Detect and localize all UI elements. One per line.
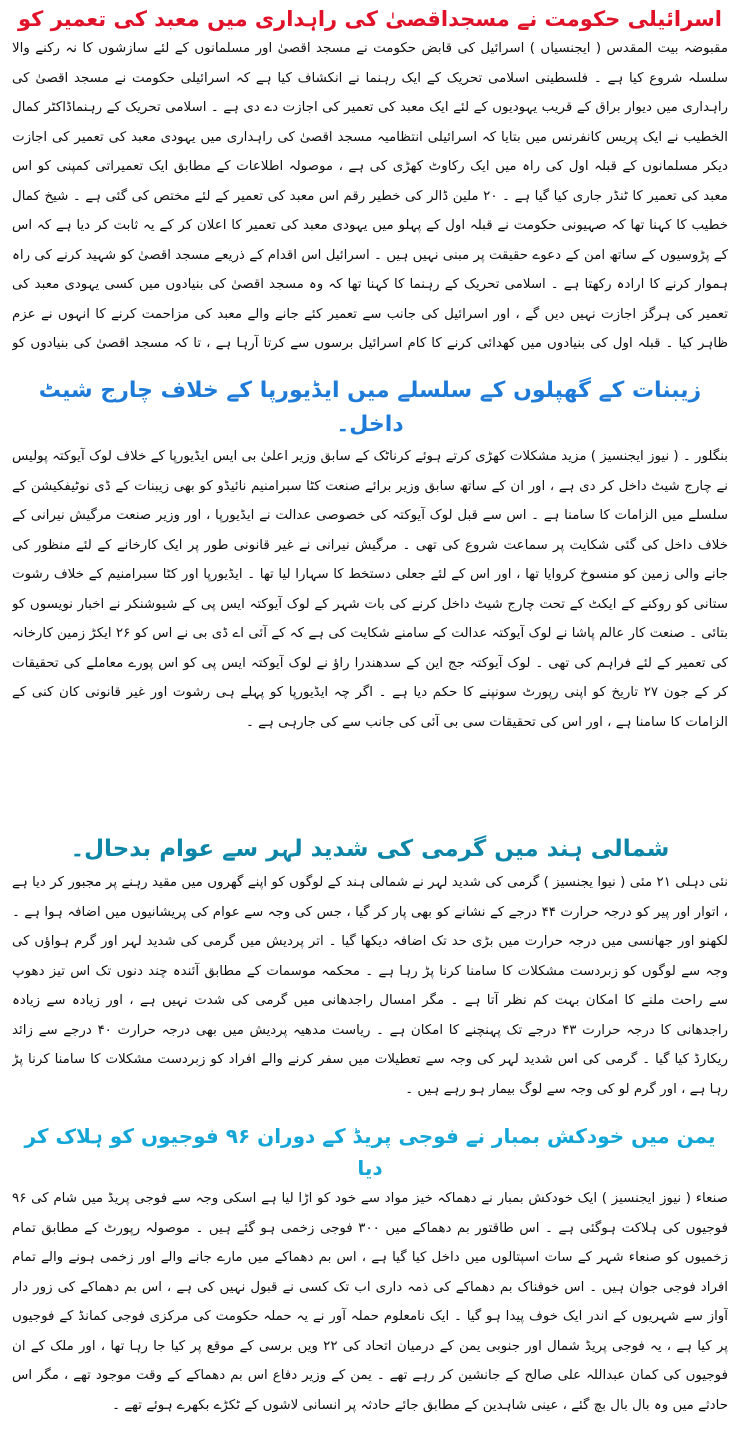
spacer	[12, 366, 728, 374]
spacer	[12, 1110, 728, 1120]
body-heatwave: نئی دہلی ۲۱ مئی ( نیوا یجنسیز ) گرمی کی شدید لہر نے شمالی ہند کے لوگوں کو اپنے گھروں میں مقید رہنے پر مجبور کر دیا ہے ، اتوار اور پیر کو درجہ حرارت ۴۴ درجے کے نشانے کو بھی پار کر گیا ، جس کی وجہ سے عوام کی پریشانیوں میں اضافہ ہوا ہے ۔ لکھنو اور جھانسی میں درجہ حرارت میں بڑی حد تک اضافہ دیکھا گیا ۔ اتر پردیش میں گرمی کی شدید لہر اور گرم ہواؤں کی وجہ سے لوگوں کو زبردست مشکلات کا سامنا کرنا پڑ رہا ہے ۔ محکمہ موسمات کے مطابق آئندہ چند دنوں تک اس تیز دھوپ سے راحت ملنے کا امکان بہت کم نظر آتا ہے ۔ مگر امسال راجدھانی میں گرمی کی شدت نہیں ہے ، اور زیادہ سے زیادہ راجدھانی کا درجہ حرارت ۴۳ درجے تک پہنچنے کا امکان ہے ۔ ریاست مدھیہ پردیش میں بھی درجہ حرارت ۴۰ درجے سے زائد ریکارڈ کیا گیا ۔ گرمی کی اس شدید لہر کی وجہ سے تعطیلات میں سفر کرنے والے افراد کو زبردست مشکلات کا سامنا کرنا پڑ رہا ہے ، اور گرم لو کی وجہ سے لوگ بیمار ہو رہے ہیں ۔	[12, 875, 728, 1097]
spacer	[12, 800, 728, 830]
body-yemen-bombing: صنعاء ( نیوز ایجنسیز ) ایک خودکش بمبار نے دھماکہ خیز مواد سے خود کو اڑا لیا ہے اسکی وجہ سے فوجی پریڈ میں شام کی ۹۶ فوجیوں کی ہلاکت ہوگئی ہے ۔ اس طاقتور بم دھماکے میں ۳۰۰ فوجی زخمی ہو گئے ہیں ۔ موصولہ رپورٹ کے مطابق تمام زخمیوں کو صنعاء شہر کے سات اسپتالوں میں داخل کیا گیا ہے ، اس بم دھماکے میں مارے جانے والے اور زخمی ہونے والے تمام افراد فوجی جوان ہیں ۔ اس خوفناک بم دھماکے کی ذمہ داری اب تک کسی نے قبول نہیں کی ہے ، اس بم دھماکے کی زور دار آواز سے شہریوں کے اندر ایک خوف پیدا ہو گیا ۔ ایک نامعلوم حملہ آور نے یہ حملہ حکومت کی مرکزی فوجی کمانڈ کے فوجیوں پر کیا ہے ، یہ فوجی پریڈ شمال اور جنوبی یمن کے درمیان اتحاد کی ۲۲ ویں برسی کے موقع پر کیا جا رہا تھا ، اور ملک کے ان فوجیوں کی کمان عبداللہ علی صالح کے جانشین کر رہے تھے ۔ یمن کے وزیر دفاع اس بم دھماکے کے وقت موجود تھے ، مگر اس حادثے میں وہ بال بال بچ گئے ، عینی شاہدین کے مطابق جائے حادثہ پر انسانی لاشوں کے ٹکڑے بکھرے ہوئے تھے ۔	[12, 1191, 728, 1413]
article-heatwave	[12, 830, 728, 1110]
body-yeddyurappa-chargesheet: بنگلور ۔ ( نیوز ایجنسیز ) مزید مشکلات کھڑی کرتے ہوئے کرناٹک کے سابق وزیر اعلیٰ بی ایس ایڈیورپا کے خلاف لوک آیوکتہ پولیس نے چارج شیٹ داخل کر دی ہے ، اور ان کے ساتھ سابق وزیر برائے صنعت کٹا سبرامنیم نائیڈو کو بھی زیبنات کے ڈی نوٹیفکیشن کے سلسلے میں الزامات کا سامنا ہے ۔ اس سے قبل لوک آیوکتہ کی خصوصی عدالت نے ایڈیورپا ، اور وزیر صنعت مرگیش نیرانی کے خلاف داخل کی گئی شکایت پر سماعت شروع کی تھی ۔ مرگیش نیرانی نے غیر قانونی طور پر ایک کارخانے کے لئے منظور کی جانے والی زمین کو منسوخ کروایا تھا ، اور اس کے لئے جعلی دستخط کا سہارا لیا تھا ۔ ایڈیورپا اور کٹا سبرامنیم کے خلاف رشوت ستانی کو روکنے کے ایکٹ کے تحت چارج شیٹ داخل کرنے کی بات شہر کے لوک آیوکتہ ایس پی کے شیوشنکر نے اخبار نویسوں کو بتائی ۔ صنعت کار عالم پاشا نے لوک آیوکتہ عدالت کے سامنے شکایت کی ہے کہ کے آئی اے ڈی بی نے اس کو ۲۶ ایکڑ زمین کارخانہ کی تعمیر کے لئے فراہم کی تھی ۔ لوک آیوکتہ جج این کے سدھندرا راؤ نے لوک آیوکتہ ایس پی کو اس پورے معاملے کی تحقیقات کر کے جون ۲۷ تاریخ کو اپنی رپورٹ سونپنے کا حکم دیا ہے ۔ اگر چہ ایڈیورپا کو پہلے ہی رشوت اور غیر قانونی کان کنی کے الزامات کا سامنا ہے ، اور اس کی تحقیقات سی بی آئی کی جانب سے کی جارہی ہے ۔	[12, 449, 728, 730]
article-yeddyurappa-chargesheet	[12, 374, 728, 800]
article-yemen-bombing	[12, 1120, 728, 1452]
headline-mosque-temple: اسرائیلی حکومت نے مسجداقصیٰ کی راہداری میں معبد کی تعمیر کو	[18, 7, 722, 31]
body-mosque-temple: مقبوضہ بیت المقدس ( ایجنسیاں ) اسرائیل کی قابض حکومت نے مسجد اقصیٰ اور مسلمانوں کے لئے سازشوں کا نہ رکنے والا سلسلہ شروع کیا ہے ۔ فلسطینی اسلامی تحریک کے ایک رہنما نے انکشاف کیا ہے کہ اسرائیلی حکومت نے مسجد اقصیٰ کی راہداری میں دیوار براق کے قریب یہودیوں کے لئے ایک معبد کی تعمیر کی اجازت دے دی ہے ۔ اسلامی تحریک کے رہنماڈاکٹر کمال الخطیب نے ایک پریس کانفرنس میں بتایا کہ اسرائیلی انتظامیہ مسجد اقصیٰ کی راہداری میں یہودی معبد کی تعمیر کی اجازت دیکر مسلمانوں کے قبلہ اول کی راہ میں ایک رکاوٹ کھڑی کی ہے ، موصولہ اطلاعات کے مطابق ایک تعمیراتی کمپنی کو اس معبد کی تعمیر کا ٹنڈر جاری کیا گیا ہے ۔ ۲۰ ملین ڈالر کی خطیر رقم اس معبد کی تعمیر کے لئے مختص کی گئی ہے ۔ شیخ کمال خطیب کا کہنا تھا کہ صہیونی حکومت نے قبلہ اول کے پہلو میں یہودی معبد کی تعمیر کا اعلان کر کے یہ ثابت کر دیا ہے کہ اس کے پڑوسیوں کے ساتھ امن کے دعوے حقیقت پر مبنی نہیں ہیں ۔ اسرائیل اس اقدام کے ذریعے مسجد اقصیٰ کو شہید کرنے کی راہ ہموار کرنے کا ارادہ رکھتا ہے ۔ اسلامی تحریک کے رہنما کا کہنا تھا کہ وہ مسجد اقصیٰ کی بنیادوں میں کسی یہودی معبد کی تعمیر کی ہرگز اجازت نہیں دیں گے ، اور اسرائیل کی جانب سے تعمیر کئے جانے والے معبد کی مزاحمت کرنے کا انہوں نے عزم ظاہر کیا ۔ قبلہ اول کی بنیادوں میں کھدائی کرنے کا کام اسرائیل برسوں سے کرتا آرہا ہے ، تا کہ مسجد اقصیٰ کی بنیادوں کو	[12, 41, 728, 351]
headline-heatwave: شمالی ہند میں گرمی کی شدید لہر سے عوام بدحال۔	[70, 836, 670, 862]
headline-yemen-bombing: یمن میں خودکش بمبار نے فوجی پریڈ کے دوران ۹۶ فوجیوں کو ہلاک کر دیا	[24, 1124, 716, 1180]
article-mosque-temple	[12, 4, 728, 366]
headline-yeddyurappa-chargesheet: زیبنات کے گھپلوں کے سلسلے میں ایڈیورپا کے خلاف چارج شیٹ داخل۔	[38, 378, 702, 437]
